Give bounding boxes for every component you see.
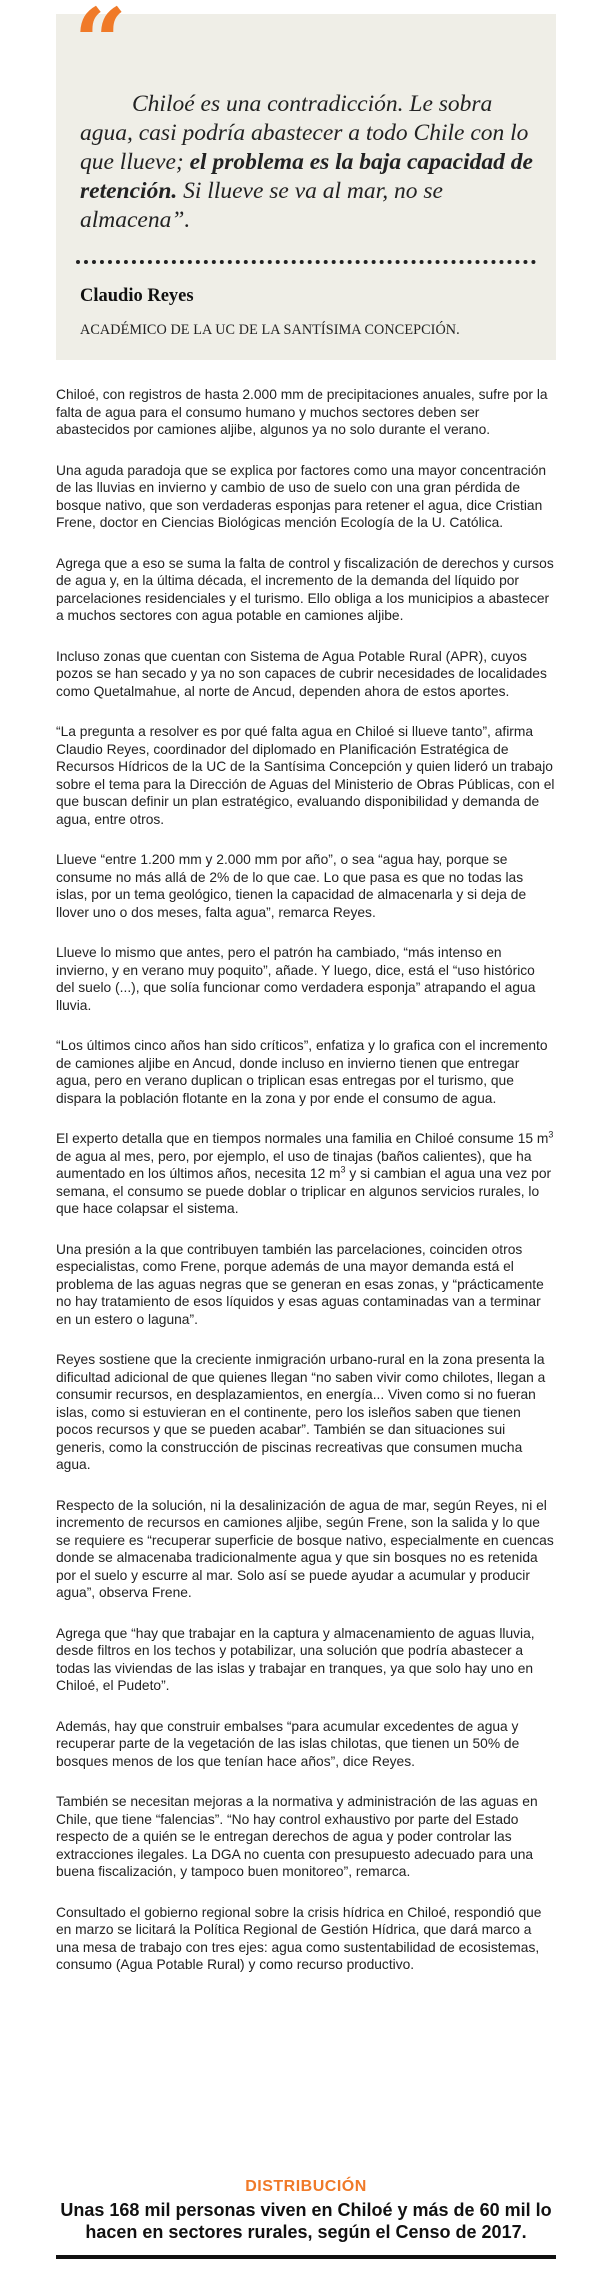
quote-author: Claudio Reyes <box>80 286 194 306</box>
article-paragraph: “Los últimos cinco años han sido críticos”, enfatiza y lo grafica con el incremento de camiones aljibe en Ancud, donde incluso en invierno tienen que entregar agua, pero en verano duplican o triplican esas entregas por el turismo, que dispara la población flotante en la zona y por ende el consumo de agua. <box>56 1038 548 1106</box>
quote-text-part2: Si llueve se va al mar, no se almacena”. <box>80 178 443 233</box>
quote-text <box>80 90 550 235</box>
article-paragraph: Consultado el gobierno regional sobre la crisis hídrica en Chiloé, respondió que en marzo se licitará la Política Regional de Gestión Hídrica, que dará marco a una mesa de trabajo con tres ejes: agua como sustentabilidad de ecosistemas, consumo (Agua Potable Rural) y como recurso productivo. <box>56 1904 542 1972</box>
article-paragraph: También se necesitan mejoras a la normativa y administración de las aguas en Chile, que tiene “falencias”. “No hay control exhaustivo por parte del Estado respecto de a quién se le entregan derechos de agua y poder controlar las extracciones ilegales. La DGA no cuenta con presupuesto adecuado para una buena fiscalización, y tampoco buen monitoreo”, remarca. <box>56 1794 538 1879</box>
cubic-superscript: 3 <box>548 1129 554 1140</box>
quote-mark-icon: “ <box>74 0 127 96</box>
consumption-text-part3: y si cambian el agua una vez por semana, el consumo se puede doblar o triplicar en algunos servicios rurales, lo que hace colapsar el sistema. <box>56 1166 552 1216</box>
article-paragraph: Agrega que “hay que trabajar en la captura y almacenamiento de aguas lluvia, desde filtros en los techos y potabilizar, una solución que podría abastecer a todas las viviendas de las islas y trabajar en tranques, ya que solo hay uno en Chiloé, el Pudeto”. <box>56 1625 535 1693</box>
article-paragraph: “La pregunta a resolver es por qué falta agua en Chiloé si llueve tanto”, afirma Claudio Reyes, coordinador del diplomado en Planificación Estratégica de Recursos Hídricos de la UC de la Santísima Concepción y quien lideró un trabajo sobre el tema para la Dirección de Aguas del Ministerio de Obras Públicas, con el que buscan definir un plan estratégico, evaluando disponibilidad y demanda de agua, entre otros. <box>56 724 555 827</box>
article-paragraph: Agrega que a eso se suma la falta de control y fiscalización de derechos y cursos de agua y, en la última década, el incremento de la demanda del líquido por parcelaciones residenciales y el turismo. Ello obliga a los municipios a abastecer a muchos sectores con agua potable en camiones aljibe. <box>56 555 554 623</box>
article-paragraph: Una aguda paradoja que se explica por factores como una mayor concentración de las lluvias en invierno y cambio de uso de suelo con una gran pérdida de bosque nativo, que son verdaderas esponjas para retener el agua, dice Cristian Frene, doctor en Ciencias Biológicas mención Ecología de la U. Católica. <box>56 462 547 530</box>
article-paragraph: Llueve “entre 1.200 mm y 2.000 mm por año”, o sea “agua hay, porque se consume no más allá de 2% de lo que cae. Lo que pasa es que no todas las islas, por un tema geológico, tienen la capacidad de almacenarla y si deja de llover uno o dos meses, falta agua”, remarca Reyes. <box>56 852 527 920</box>
distribution-bottom-rule <box>56 2255 556 2259</box>
distribution-text: Unas 168 mil personas viven en Chiloé y más de 60 mil lo hacen en sectores rurales, según el Censo de 2017. <box>60 2200 552 2242</box>
distribution-title: DISTRIBUCIÓN <box>245 2178 367 2195</box>
article-body <box>56 386 556 1997</box>
dotted-divider <box>76 260 536 264</box>
article-paragraph-consumption <box>56 1130 556 1218</box>
consumption-text-part2: de agua al mes, pero, por ejemplo, el uso de tinajas (baños calientes), que ha aumentado en los últimos años, necesita 12 m <box>56 1148 532 1181</box>
article-paragraph: Incluso zonas que cuentan con Sistema de Agua Potable Rural (APR), cuyos pozos se han secado y ya no son capaces de cubrir necesidades de localidades como Quetalmahue, al norte de Ancud, dependen ahora de estos aportes. <box>56 648 547 699</box>
pull-quote <box>56 0 556 360</box>
quote-text-emphasis: el problema es la baja capacidad de retención. <box>80 149 533 204</box>
article-paragraph: Reyes sostiene que la creciente inmigración urbano-rural en la zona presenta la dificultad adicional de que quienes llegan “no saben vivir como chilotes, llegan a consumir recursos, en desplazamientos, en energía... Viven como si no fueran islas, como si estuvieran en el continente, pero los isleños saben que tienen pocos recursos y que se pueden acabar”. También se dan situaciones sui generis, como la construcción de piscinas recreativas que consumen mucha agua. <box>56 1352 546 1472</box>
consumption-text-part1: El experto detalla que en tiempos normales una familia en Chiloé consume 15 m <box>56 1131 549 1146</box>
distribution-box <box>56 2178 556 2252</box>
quote-author-role: ACADÉMICO DE LA UC DE LA SANTÍSIMA CONCEPCIÓN. <box>80 322 460 338</box>
article-paragraph: Además, hay que construir embalses “para acumular excedentes de agua y recuperar parte de la vegetación de las islas chilotas, que tienen un 50% de bosques menos de los que tenían hace años”, dice Reyes. <box>56 1718 520 1769</box>
article-paragraph: Respecto de la solución, ni la desalinización de agua de mar, según Reyes, ni el incremento de recursos en camiones aljibe, según Frene, son la salida y lo que se requiere es “recuperar superficie de bosque nativo, especialmente en cuencas donde se almacenaba tradicionalmente agua y que sin bosques no es retenida por el suelo y escurre al mar. Solo así se puede ayudar a acumular y producir agua”, observa Frene. <box>56 1497 554 1600</box>
article-paragraph: Una presión a la que contribuyen también las parcelaciones, coinciden otros especialistas, como Frene, porque además de una mayor demanda está el problema de las aguas negras que se generan en esas zonas, y “prácticamente no hay tratamiento de esos líquidos y esas aguas contaminadas van a terminar en un estero o laguna”. <box>56 1241 544 1327</box>
article-paragraph: Chiloé, con registros de hasta 2.000 mm de precipitaciones anuales, sufre por la falta de agua para el consumo humano y muchos sectores deben ser abastecidos por camiones aljibe, algunos ya no solo durante el verano. <box>56 387 548 437</box>
cubic-superscript: 3 <box>340 1164 346 1175</box>
quote-text-part1: Chiloé es una contradicción. Le sobra agua, casi podría abastecer a todo Chile con lo que llueve; <box>80 91 529 175</box>
article-paragraph: Llueve lo mismo que antes, pero el patrón ha cambiado, “más intenso en invierno, y en verano muy poquito”, añade. Y luego, dice, está el “uso histórico del suelo (...), que solía funcionar como verdadera esponja” atrapando el agua lluvia. <box>56 945 536 1013</box>
